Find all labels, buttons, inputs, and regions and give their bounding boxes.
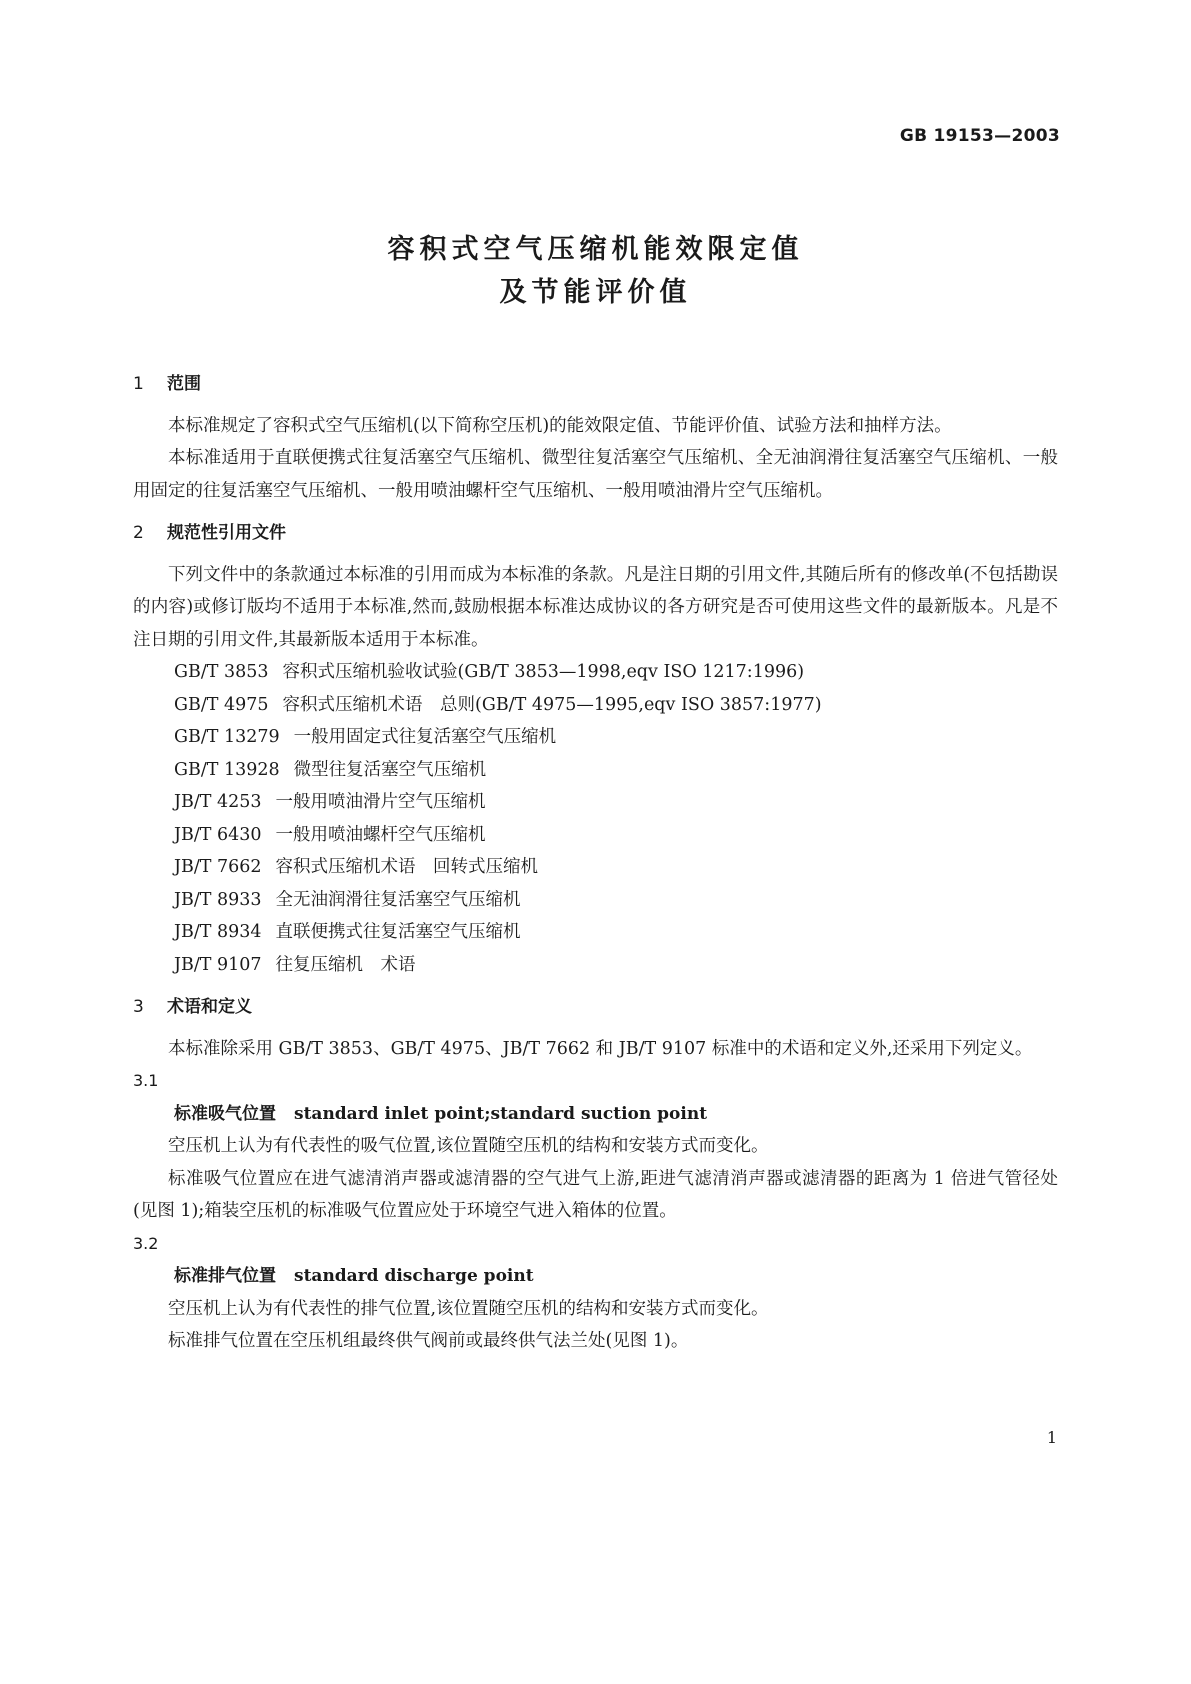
normative-reference-list bbox=[133, 656, 1058, 981]
section-3-title: 术语和定义 bbox=[167, 997, 252, 1017]
reference-item bbox=[133, 786, 1058, 819]
reference-code: GB/T 13279 bbox=[174, 727, 280, 747]
section-3-paragraph-1: 本标准除采用 GB/T 3853、GB/T 4975、JB/T 7662 和 JB/T 9107 标准中的术语和定义外,还采用下列定义。 bbox=[168, 1038, 1033, 1059]
clause-3-2-paragraph-1: 空压机上认为有代表性的排气位置,该位置随空压机的结构和安装方式而变化。 bbox=[168, 1298, 769, 1319]
reference-item bbox=[133, 689, 1058, 722]
reference-code: JB/T 6430 bbox=[174, 824, 262, 845]
term-english: standard discharge point bbox=[294, 1266, 534, 1286]
clause-3-2-number: 3.2 bbox=[133, 1233, 159, 1253]
reference-title: 一般用喷油螺杆空气压缩机 bbox=[275, 824, 486, 845]
reference-item bbox=[133, 656, 1058, 689]
section-1-paragraph-1: 本标准规定了容积式空气压缩机(以下简称空压机)的能效限定值、节能评价值、试验方法和抽样方法。 bbox=[168, 415, 952, 436]
section-1-number: 1 bbox=[133, 374, 144, 394]
reference-code: JB/T 9107 bbox=[174, 954, 262, 975]
section-1-title: 范围 bbox=[167, 374, 201, 394]
reference-item bbox=[133, 916, 1058, 949]
reference-code: JB/T 4253 bbox=[174, 792, 262, 812]
clause-3-1-paragraph-1: 空压机上认为有代表性的吸气位置,该位置随空压机的结构和安装方式而变化。 bbox=[168, 1136, 769, 1156]
document-body bbox=[133, 368, 1058, 1358]
reference-title: 一般用固定式往复活塞空气压缩机 bbox=[293, 727, 557, 747]
section-1-paragraph-2: 本标准适用于直联便携式往复活塞空气压缩机、微型往复活塞空气压缩机、全无油润滑往复活塞空气压缩机、一般用固定的往复活塞空气压缩机、一般用喷油螺杆空气压缩机、一般用喷油滑片空气压缩机。 bbox=[133, 448, 1058, 501]
reference-title: 全无油润滑往复活塞空气压缩机 bbox=[275, 889, 521, 910]
reference-item bbox=[133, 851, 1058, 884]
section-2-paragraph-1: 下列文件中的条款通过本标准的引用而成为本标准的条款。凡是注日期的引用文件,其随后所有的修改单(不包括勘误的内容)或修订版均不适用于本标准,然而,鼓励根据本标准达成协议的各方研究是否可使用这些文件的最新版本。凡是不注日期的引用文件,其最新版本适用于本标准。 bbox=[133, 564, 1058, 650]
standard-code: GB 19153—2003 bbox=[899, 126, 1060, 146]
document-title bbox=[0, 228, 1191, 314]
reference-code: GB/T 13928 bbox=[174, 759, 280, 780]
reference-item bbox=[133, 949, 1058, 982]
section-2-title: 规范性引用文件 bbox=[167, 523, 286, 543]
reference-code: JB/T 7662 bbox=[174, 857, 262, 877]
reference-title: 一般用喷油滑片空气压缩机 bbox=[275, 792, 486, 812]
reference-item bbox=[133, 884, 1058, 917]
clause-3-2-paragraph-2: 标准排气位置在空压机组最终供气阀前或最终供气法兰处(见图 1)。 bbox=[168, 1331, 689, 1351]
reference-title: 容积式压缩机术语 回转式压缩机 bbox=[275, 857, 539, 877]
reference-code: GB/T 4975 bbox=[174, 694, 269, 715]
title-line-2: 及节能评价值 bbox=[499, 277, 692, 308]
section-1-heading bbox=[133, 368, 1058, 401]
page-number: 1 bbox=[1046, 1428, 1057, 1447]
term-chinese: 标准吸气位置 bbox=[174, 1103, 276, 1124]
reference-title: 直联便携式往复活塞空气压缩机 bbox=[275, 922, 521, 942]
term-english: standard inlet point;standard suction point bbox=[294, 1103, 708, 1124]
reference-code: JB/T 8933 bbox=[174, 889, 262, 910]
reference-title: 容积式压缩机验收试验(GB/T 3853—1998,eqv ISO 1217:1996) bbox=[282, 662, 805, 682]
term-chinese: 标准排气位置 bbox=[174, 1266, 276, 1286]
section-3-number: 3 bbox=[133, 997, 144, 1017]
reference-code: JB/T 8934 bbox=[174, 922, 262, 942]
reference-item bbox=[133, 819, 1058, 852]
section-2-heading bbox=[133, 517, 1058, 550]
clause-3-1-paragraph-2: 标准吸气位置应在进气滤清消声器或滤清器的空气进气上游,距进气滤清消声器或滤清器的距离为 1 倍进气管径处(见图 1);箱装空压机的标准吸气位置应处于环境空气进入箱体的位置。 bbox=[133, 1168, 1058, 1221]
reference-title: 微型往复活塞空气压缩机 bbox=[293, 759, 487, 780]
title-line-1: 容积式空气压缩机能效限定值 bbox=[387, 234, 804, 265]
clause-3-2-term bbox=[133, 1260, 1058, 1293]
clause-3-1-number: 3.1 bbox=[133, 1071, 159, 1090]
reference-code: GB/T 3853 bbox=[174, 662, 269, 682]
section-3-heading bbox=[133, 991, 1058, 1024]
reference-title: 容积式压缩机术语 总则(GB/T 4975—1995,eqv ISO 3857:1977) bbox=[282, 694, 822, 715]
reference-title: 往复压缩机 术语 bbox=[275, 954, 416, 975]
section-2-number: 2 bbox=[133, 523, 144, 543]
clause-3-1-term bbox=[133, 1098, 1058, 1131]
reference-item bbox=[133, 754, 1058, 787]
reference-item bbox=[133, 721, 1058, 754]
